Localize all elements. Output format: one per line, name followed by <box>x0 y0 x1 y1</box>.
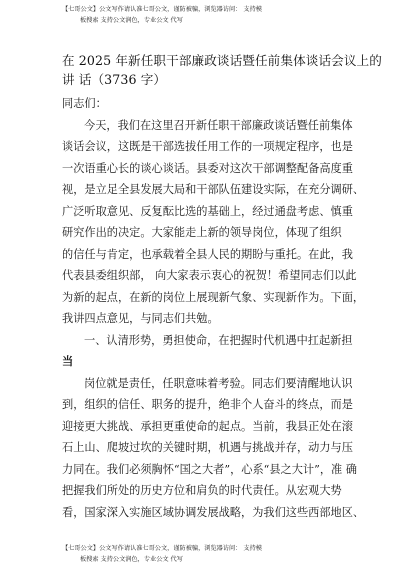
paragraph-line: 为新的起点，在新的岗位上展现新气象、实现新作为。下面， <box>62 290 365 304</box>
section-heading-line: 当 <box>62 354 74 368</box>
page-header-note <box>62 4 362 26</box>
section-heading-line: 一、认清形势，勇担使命，在把握时代机遇中扛起新担 <box>84 333 353 347</box>
header-note-line-2: 板搜索 支持公文润色，专业公文 代写 <box>80 17 183 24</box>
footer-note-line-1: 【七哥公文】公文写作请认准七哥公文，谨防被骗，浏览器访问： 支持模 <box>62 545 262 552</box>
paragraph-line: 广泛听取意见、反复酝比选的基础上，经过通盘考虑、慎重 <box>62 204 353 218</box>
paragraph-line: 迎接更大挑战、承担更重使命的起点。当前，我县正处在滚 <box>62 419 353 433</box>
paragraph-line: 代表县委组织部， 向大家表示衷心的祝贺！希望同志们以此 <box>62 269 357 282</box>
paragraph-line: 的信任与肯定，也承载着全县人民的期盼与重托。在此，我 <box>62 247 353 261</box>
paragraph-line: 一次语重心长的谈心谈话。县委对这次干部调整配备高度重 <box>62 161 353 175</box>
document-body <box>62 93 365 523</box>
paragraph-line: 岗位就是责任，任职意味着考验。同志们要清醒地认识 <box>84 376 353 390</box>
paragraph-line: 谈话会议，这既是干部选拔任用工作的一项规定程序，也是 <box>62 140 353 153</box>
paragraph-line: 研究作出的决定。大家能走上新的领导岗位，体现了组织 <box>62 226 342 239</box>
title-line-1: 在 2025 年新任职干部廉政谈话暨任前集体谈话会议上的 <box>62 53 382 68</box>
paragraph-line: 看，国家深入实施区域协调发展战略，为我们这些西部地区、 <box>62 505 365 519</box>
salutation: 同志们： <box>62 97 107 110</box>
paragraph-line: 到，组织的信任、职务的提升，绝非个人奋斗的终点，而是 <box>62 398 353 411</box>
paragraph-line: 视，是立足全县发展大局和干部队伍建设实际，在充分调研、 <box>62 183 365 196</box>
paragraph-line: 今天，我们在这里召开新任职干部廉政谈话暨任前集体 <box>84 118 353 132</box>
paragraph-line: 力同在。我们必须胸怀“国之大者”，心系“县之大计”，准 确 <box>62 462 357 476</box>
paragraph-line: 我讲四点意见，与同志们共勉。 <box>62 312 219 325</box>
paragraph-line: 把握我们所处的历史方位和肩负的时代责任。从宏观大势 <box>62 484 342 497</box>
title-line-2: 讲 话（3736 字） <box>62 72 167 87</box>
paragraph-line: 石上山、爬坡过坎的关键时期，机遇与挑战并存，动力与压 <box>62 441 353 454</box>
header-note-line-1: 【七哥公文】公文写作请认准七哥公文，谨防被骗，浏览器访问： 支持模 <box>62 6 262 13</box>
page-footer-note <box>62 543 362 565</box>
footer-note-line-2: 板搜索 支持公文润色，专业公文 代写 <box>80 556 183 563</box>
document-title <box>62 51 382 89</box>
